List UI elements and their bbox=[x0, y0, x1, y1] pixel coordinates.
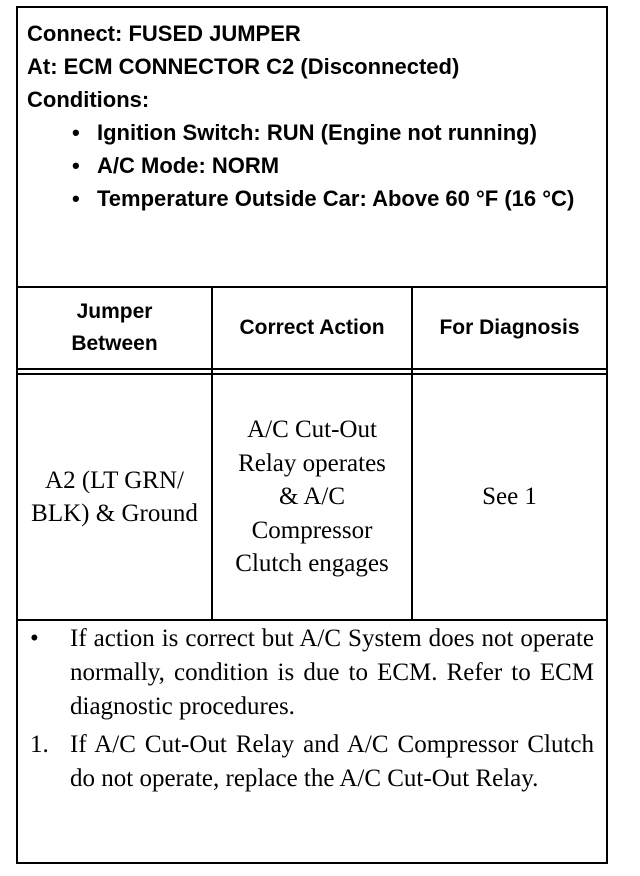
note-marker: 1. bbox=[30, 731, 49, 758]
cell-correct-action: A/C Cut-Out Relay operates & A/C Compressor Clutch engages bbox=[235, 416, 389, 578]
condition-item bbox=[18, 116, 598, 149]
note-item bbox=[18, 622, 606, 724]
condition-text: Ignition Switch: RUN (Engine not running) bbox=[97, 120, 537, 145]
condition-item bbox=[18, 149, 598, 182]
bullet-icon: • bbox=[72, 186, 80, 211]
bullet-icon: • bbox=[72, 120, 80, 145]
note-item bbox=[18, 728, 606, 796]
connect-line: Connect: FUSED JUMPER bbox=[27, 21, 301, 46]
cell-jumper-between: A2 (LT GRN/ BLK) & Ground bbox=[31, 466, 198, 527]
column-header-correct-action: Correct Action bbox=[239, 316, 385, 339]
column-header-jumper-between: Jumper Between bbox=[71, 300, 158, 355]
at-line: At: ECM CONNECTOR C2 (Disconnected) bbox=[27, 54, 460, 79]
diagnostic-procedure-box bbox=[16, 6, 608, 864]
conditions-list bbox=[18, 116, 598, 215]
condition-text: A/C Mode: NORM bbox=[97, 153, 280, 178]
conditions-section bbox=[18, 8, 606, 288]
cell-for-diagnosis: See 1 bbox=[482, 483, 537, 511]
conditions-label: Conditions: bbox=[27, 87, 150, 112]
note-marker: • bbox=[30, 625, 39, 652]
header-rule bbox=[18, 368, 606, 370]
condition-text: Temperature Outside Car: Above 60 °F (16 °C) bbox=[97, 186, 575, 211]
table-bottom-rule bbox=[18, 619, 606, 621]
bullet-icon: • bbox=[72, 153, 80, 178]
condition-item bbox=[18, 182, 598, 215]
note-text: If A/C Cut-Out Relay and A/C Compressor Clutch do not operate, replace the A/C Cut-Out Relay. bbox=[70, 731, 594, 792]
note-text: If action is correct but A/C System does not operate normally, condition is due to ECM. Refer to ECM diagnostic procedures. bbox=[70, 625, 594, 720]
notes-section bbox=[18, 622, 606, 796]
column-header-for-diagnosis: For Diagnosis bbox=[439, 316, 580, 339]
